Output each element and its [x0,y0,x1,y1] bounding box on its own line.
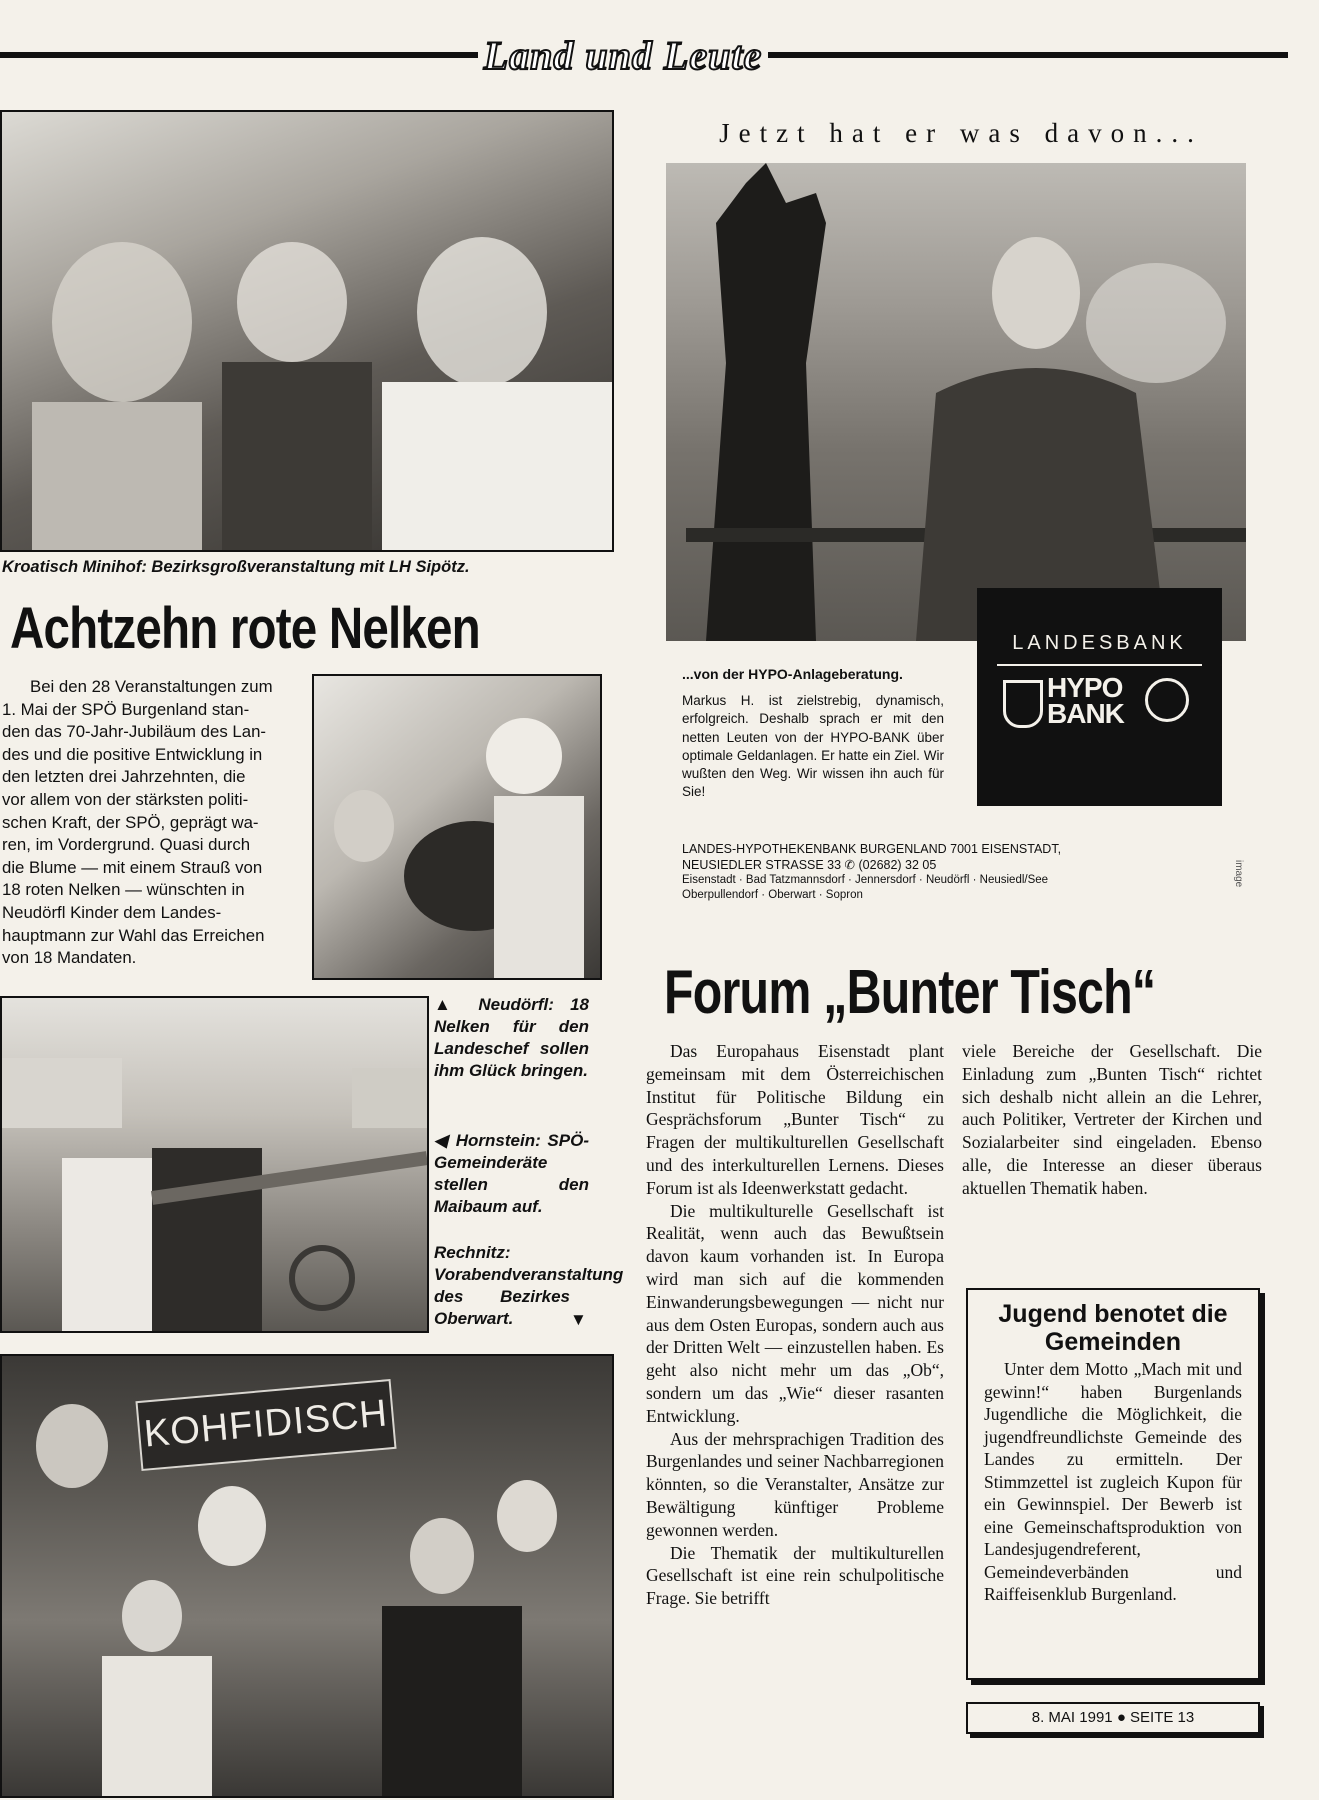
footer-box [966,1702,1260,1734]
arrow-down-icon: ▼ [570,1310,587,1329]
article-nelken [2,676,302,970]
ad-logo-crest-icon [1003,680,1043,728]
forum-column-2 [962,1040,1262,1200]
header-rule-right [768,52,1288,58]
forum-column-1 [646,1040,944,1610]
photo-people-silhouettes [2,112,612,550]
ad-logo-box [977,588,1222,806]
headline-forum: Forum „Bunter Tisch“ [664,958,1156,1027]
footer-page: SEITE 13 [1130,1709,1195,1726]
box-headline: Jugend benotet die Gemeinden [998,1300,1228,1356]
ad-branches-2: Oberpullendorf · Oberwart · Sopron [682,889,863,901]
ad-logo-bank: BANK [1047,698,1124,729]
forum-paragraph: Das Europahaus Eisenstadt plant gemeinsam mit dem Österreichischen Institut für Politische Bildung ein Gesprächsforum „Bunter Tisch“ zu Fragen der multikulturellen Gesellschaft und des interkulturellen Lernens. Dieses Forum ist als Ideenwerkstatt gedacht. [646,1041,944,1198]
photo-bouquet [314,676,600,978]
article-line: Bei den 28 Veranstaltungen zum [30,677,273,696]
photo-crowd [2,1356,612,1796]
ad-sub-headline: ...von der HYPO-Anlageberatung. [682,666,903,682]
photo-kroatisch-minihof [0,110,614,552]
ad-horse-and-man [666,163,1246,641]
article-line: die Blume — mit einem Strauß von [2,857,263,877]
header-rule-left [0,52,478,58]
article-line: von 18 Mandaten. [2,948,137,968]
ad-address-2: NEUSIEDLER STRASSE 33 ✆ (02682) 32 05 [682,858,937,872]
photo1-caption: Kroatisch Minihof: Bezirksgroßveranstaltung mit LH Sipötz. [2,558,470,576]
footer-date: 8. MAI 1991 [1031,1709,1113,1726]
article-line: Neudörfl Kinder dem Landes- [2,902,222,922]
ad-address-1: LANDES-HYPOTHEKENBANK BURGENLAND 7001 EISENSTADT, [682,842,1062,856]
article-line: den das 70-Jahr-Jubiläum des Lan- [2,722,266,742]
ad-tagline: Jetzt hat er was davon... [719,118,1203,148]
article-line: ren, im Vordergrund. Quasi durch [2,835,251,855]
article-line: vor allem von der stärksten politi- [2,789,249,809]
ad-body: Markus H. ist zielstrebig, dynamisch, erfolgreich. Deshalb sprach er mit den netten Leuten von der HYPO-BANK über optimale Geldanlagen. Er hatte ein Ziel. Wir wußten den Weg. Wir wissen ihn auch für Sie! [682,693,944,800]
article-line: den letzten drei Jahrzehnten, die [2,767,246,787]
ad-photo [666,163,1246,641]
photo-hornstein [0,996,429,1333]
caption-hornstein: ◀ Hornstein: SPÖ-Gemeinderäte stellen den Maibaum auf. [434,1131,589,1216]
headline-achtzehn: Achtzehn rote Nelken [10,596,480,661]
article-line: hauptmann zur Wahl das Erreichen [2,925,265,945]
ad-side-mark: image [1233,860,1244,888]
article-line: schen Kraft, der SPÖ, geprägt wa- [2,812,259,832]
box-jugend [966,1288,1260,1680]
footer-bullet: ● [1116,1709,1126,1726]
article-line: des und die positive Entwicklung in [2,744,263,764]
ad-logo-hand-icon [1145,678,1189,722]
forum-paragraph: Die Thematik der multikulturellen Gesellschaft ist eine rein schulpolitische Frage. Sie betrifft [646,1542,944,1609]
section-header: Land und Leute [483,33,763,78]
photo-maibaum [2,998,427,1331]
caption-neudoerfl: ▲ Neudörfl: 18 Nelken für den Landeschef sollen ihm Glück bringen. [434,995,589,1080]
photo-neudoerfl [312,674,602,980]
forum-paragraph: Die multikulturelle Gesellschaft ist Realität, wenn auch das Bewußtsein davon kaum vorhanden ist. In Europa wird man sich auf die kommenden Einwanderungsbewegungen — nicht nur aus dem Osten Europas, sondern auch aus der Dritten Welt — einzustellen haben. Es geht also nicht mehr um das „Ob“, sondern um das „Wie“ dieser rasanten Entwicklung. [646,1200,944,1426]
ad-logo-rule [997,664,1202,666]
box-text: Unter dem Motto „Mach mit und gewinn!“ haben Burgenlands Jugendliche die Möglichkeit, die jugendfreundlichste Gemeinde des Landes zu ermitteln. Der Stimmzettel ist zugleich Kupon für ein Gewinnspiel. Der Bewerb ist eine Gemeinschaftsproduktion von Landesjugendreferent, Gemeindeverbänden und Raiffeisenklub Burgenland. [984,1359,1242,1604]
ad-logo-landesbank: LANDESBANK [1012,632,1187,654]
article-line: 1. Mai der SPÖ Burgenland stan- [2,699,250,719]
article-line: 18 roten Nelken — wünschten in [2,880,245,900]
ad-logo-hypo: HYPO [1047,672,1123,703]
sign-text: KOHFIDISCH [142,1392,390,1456]
forum-paragraph: Aus der mehrsprachigen Tradition des Burgenlandes und seiner Nachbarregionen könnten, so die Veranstalter, Ansätze zur Bewältigung künftiger Probleme gewonnen werden. [646,1428,944,1540]
forum-paragraph: viele Bereiche der Gesellschaft. Die Einladung zum „Bunten Tisch“ richtet sich deshalb nicht allein an die Lehrer, auch Politiker, Vertreter der Kirchen und Sozialarbeiter sind eingeladen. Ebenso alle, die Interesse an dieser überaus aktuellen Thematik haben. [962,1041,1262,1198]
photo-rechnitz [0,1354,614,1798]
caption-rechnitz: Rechnitz: Vorabendveranstaltung des Bezirkes Oberwart. [434,1243,624,1328]
ad-branches-1: Eisenstadt · Bad Tatzmannsdorf · Jennersdorf · Neudörfl · Neusiedl/See [682,874,1049,886]
